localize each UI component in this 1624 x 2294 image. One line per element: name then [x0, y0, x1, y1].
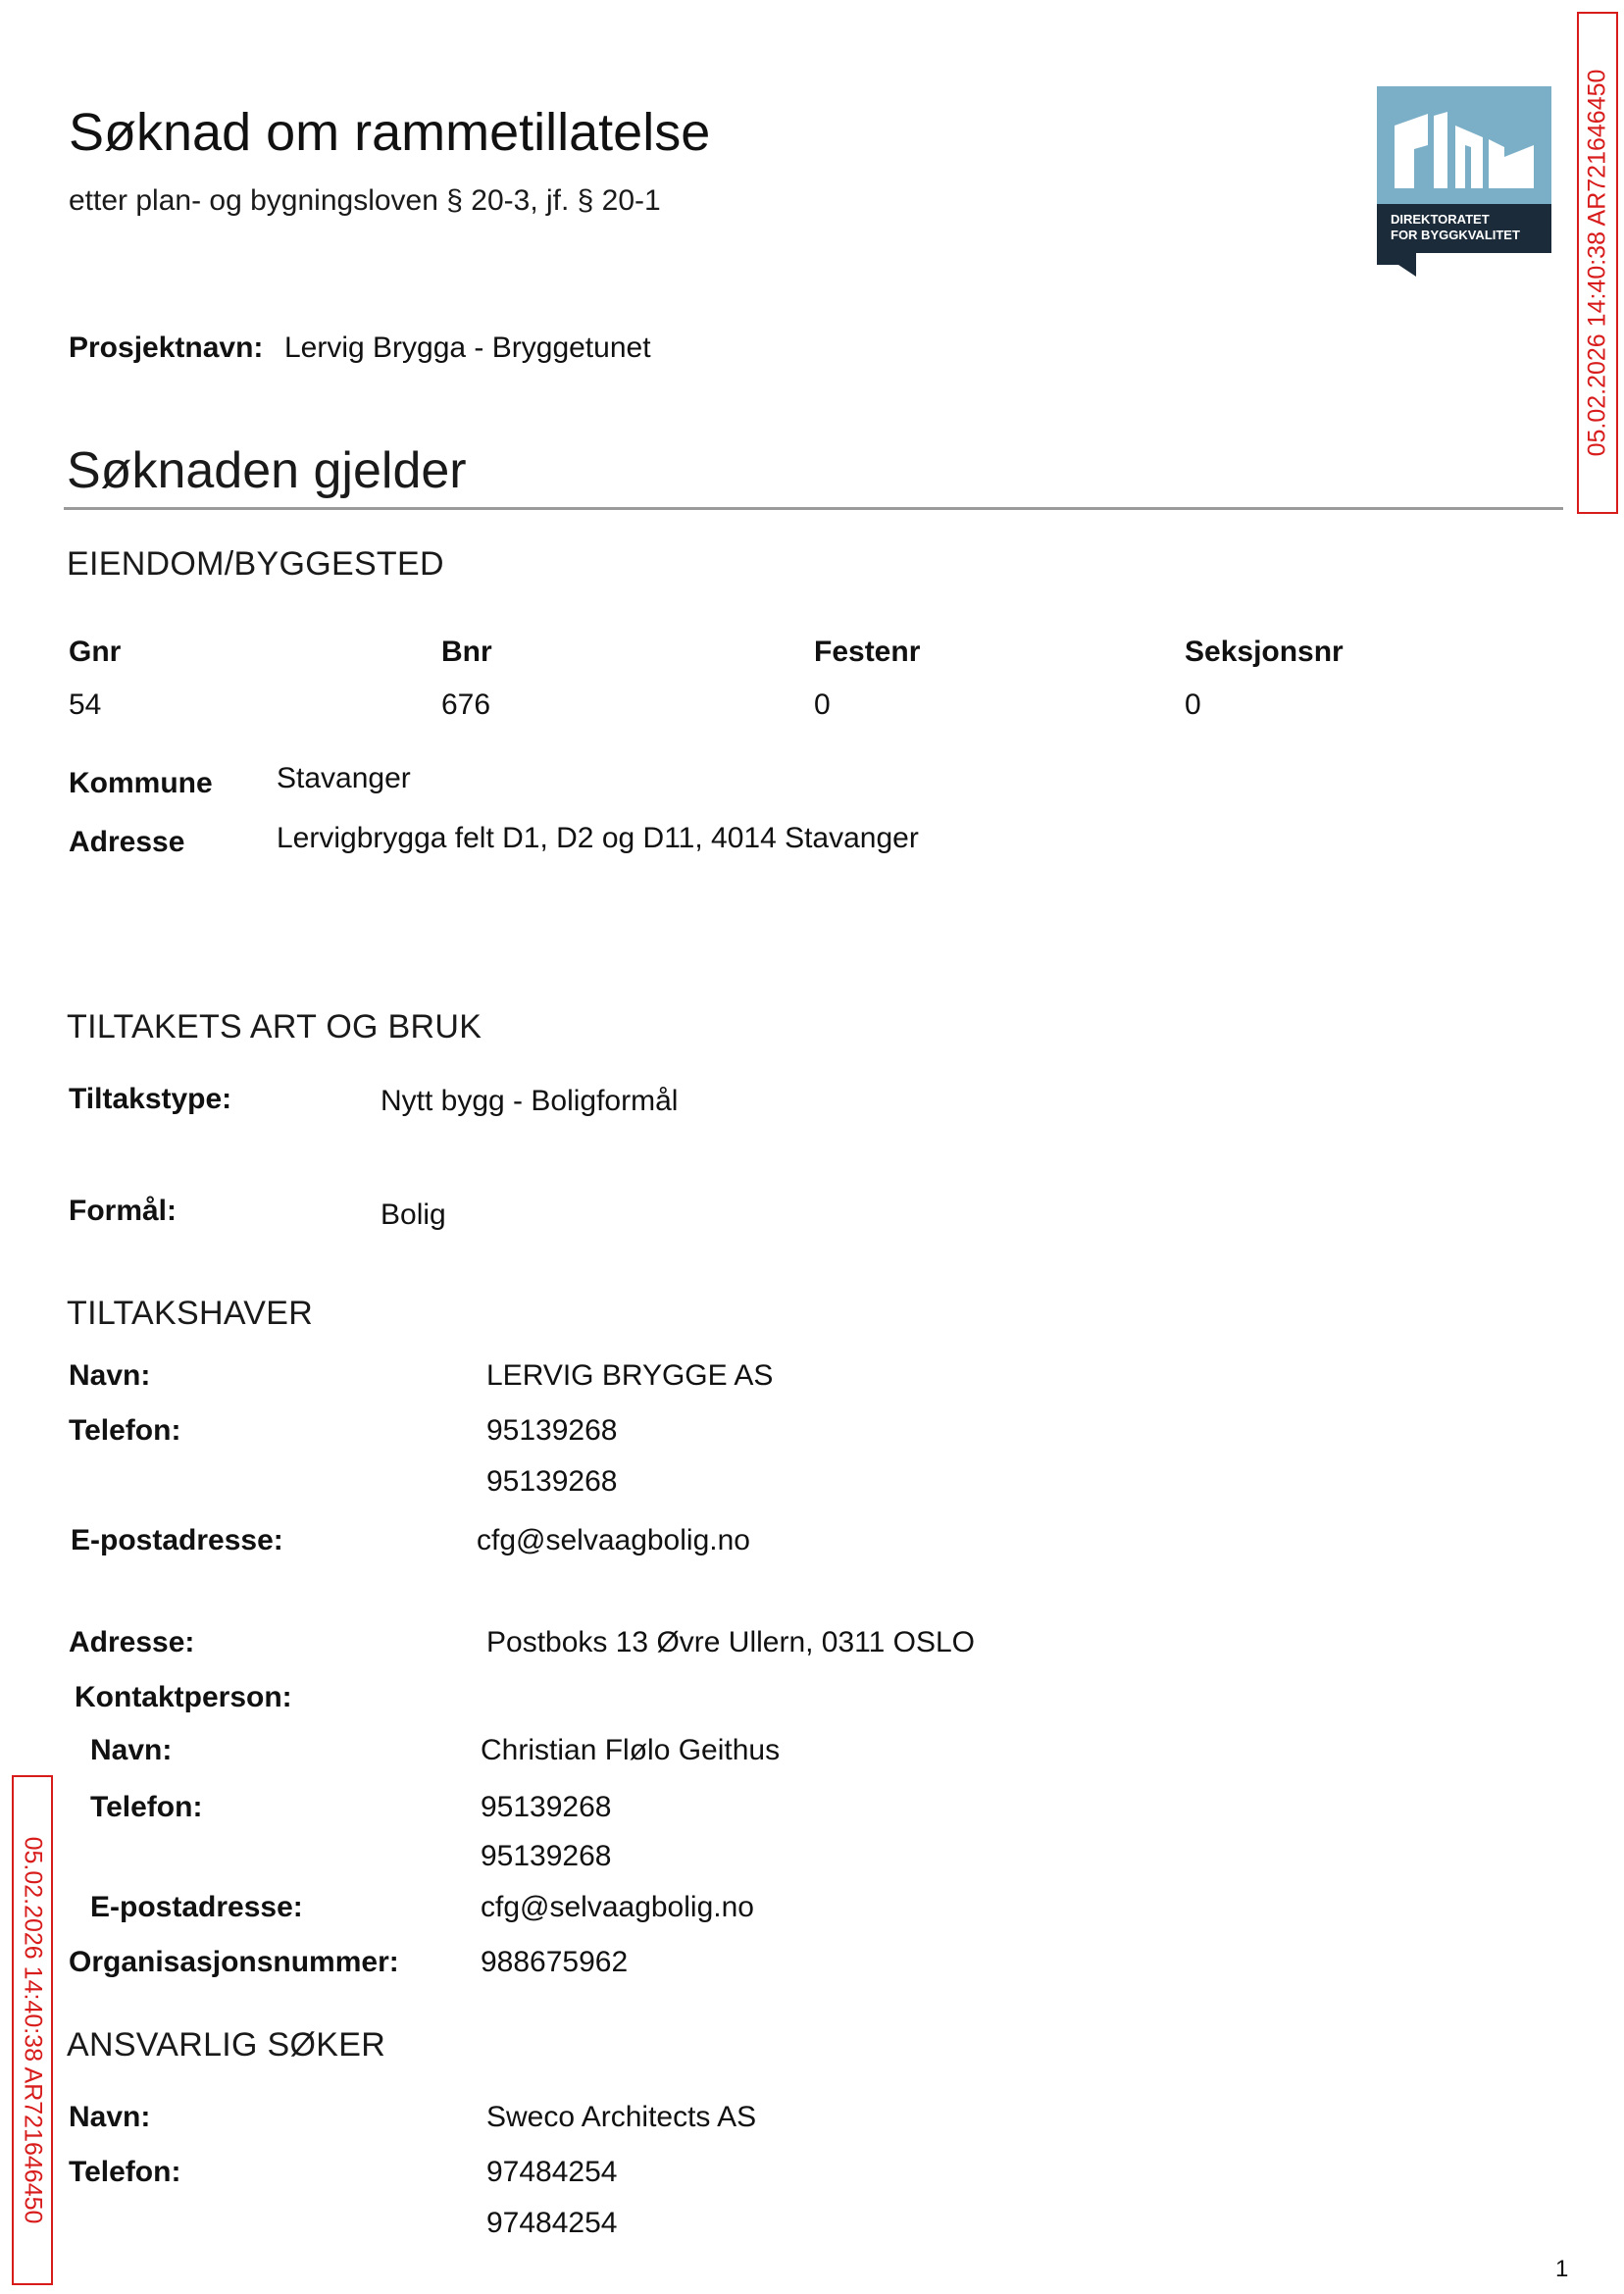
- kontaktperson-label: Kontaktperson:: [75, 1681, 292, 1713]
- section-rule: [64, 507, 1563, 510]
- kontakt-telefon1: 95139268: [481, 1791, 612, 1823]
- kontakt-navn-label: Navn:: [90, 1734, 173, 1766]
- ansvarlig-telefon-label: Telefon:: [69, 2156, 181, 2188]
- eiendom-heading: EIENDOM/BYGGESTED: [67, 545, 444, 583]
- tiltakshaver-telefon2: 95139268: [486, 1465, 618, 1498]
- kontakt-navn-value: Christian Flølo Geithus: [481, 1734, 781, 1766]
- bnr-value: 676: [441, 688, 491, 721]
- kontakt-telefon2: 95139268: [481, 1840, 612, 1872]
- ansvarlig-telefon1: 97484254: [486, 2156, 618, 2188]
- tiltakshaver-adresse-value: Postboks 13 Øvre Ullern, 0311 OSLO: [486, 1626, 976, 1658]
- page-number: 1: [1555, 2256, 1569, 2282]
- ansvarlig-navn-value: Sweco Architects AS: [486, 2101, 757, 2133]
- festenr-label: Festenr: [814, 636, 921, 668]
- logo-line1: DIREKTORATET: [1391, 212, 1490, 227]
- logo-line2: FOR BYGGKVALITET: [1391, 228, 1520, 242]
- project-label: Prosjektnavn:: [69, 331, 264, 364]
- kontakt-epost-label: E-postadresse:: [90, 1891, 303, 1923]
- festenr-value: 0: [814, 688, 831, 721]
- kontakt-epost-value: cfg@selvaagbolig.no: [481, 1891, 754, 1923]
- tiltakshaver-navn-label: Navn:: [69, 1359, 151, 1392]
- adresse-label: Adresse: [69, 826, 185, 858]
- tiltakshaver-adresse-label: Adresse:: [69, 1626, 195, 1658]
- kontakt-telefon-label: Telefon:: [90, 1791, 203, 1823]
- seksjonsnr-value: 0: [1185, 688, 1201, 721]
- gnr-value: 54: [69, 688, 102, 721]
- adresse-value: Lervigbrygga felt D1, D2 og D11, 4014 Stavanger: [277, 822, 919, 854]
- tiltakstype-value: Nytt bygg - Boligformål: [381, 1085, 679, 1117]
- kommune-value: Stavanger: [277, 762, 411, 794]
- stamp-text-right: 05.02.2026 14:40:38 AR721646450: [1583, 69, 1611, 457]
- formal-value: Bolig: [381, 1198, 446, 1231]
- tiltakshaver-navn-value: LERVIG BRYGGE AS: [486, 1359, 774, 1392]
- tiltak-heading: TILTAKETS ART OG BRUK: [67, 1008, 482, 1045]
- kommune-label: Kommune: [69, 767, 213, 799]
- seksjonsnr-label: Seksjonsnr: [1185, 636, 1344, 668]
- tiltakshaver-telefon-label: Telefon:: [69, 1414, 181, 1447]
- formal-label: Formål:: [69, 1195, 178, 1227]
- timestamp-stamp-left: [12, 1775, 53, 2285]
- tiltakshaver-epost-label: E-postadresse:: [71, 1524, 283, 1556]
- tiltakstype-label: Tiltakstype:: [69, 1083, 232, 1115]
- project-name: Lervig Brygga - Bryggetunet: [284, 331, 651, 364]
- ansvarlig-heading: ANSVARLIG SØKER: [67, 2026, 386, 2064]
- tiltakshaver-telefon1: 95139268: [486, 1414, 618, 1447]
- dibk-logo-icon: [1377, 86, 1551, 277]
- ansvarlig-navn-label: Navn:: [69, 2101, 151, 2133]
- gnr-label: Gnr: [69, 636, 122, 668]
- section-heading: Søknaden gjelder: [67, 442, 467, 499]
- ansvarlig-telefon2: 97484254: [486, 2207, 618, 2239]
- orgnr-label: Organisasjonsnummer:: [69, 1946, 399, 1978]
- document-title: Søknad om rammetillatelse: [69, 103, 711, 162]
- stamp-text-left: 05.02.2026 14:40:38 AR721646450: [19, 1836, 47, 2224]
- tiltakshaver-epost-value: cfg@selvaagbolig.no: [477, 1524, 750, 1556]
- dibk-logo: [1377, 86, 1551, 277]
- orgnr-value: 988675962: [481, 1946, 629, 1978]
- bnr-label: Bnr: [441, 636, 492, 668]
- tiltakshaver-heading: TILTAKSHAVER: [67, 1295, 314, 1332]
- timestamp-stamp-right: [1577, 12, 1618, 514]
- document-subtitle: etter plan- og bygningsloven § 20-3, jf. § 20-1: [69, 184, 661, 217]
